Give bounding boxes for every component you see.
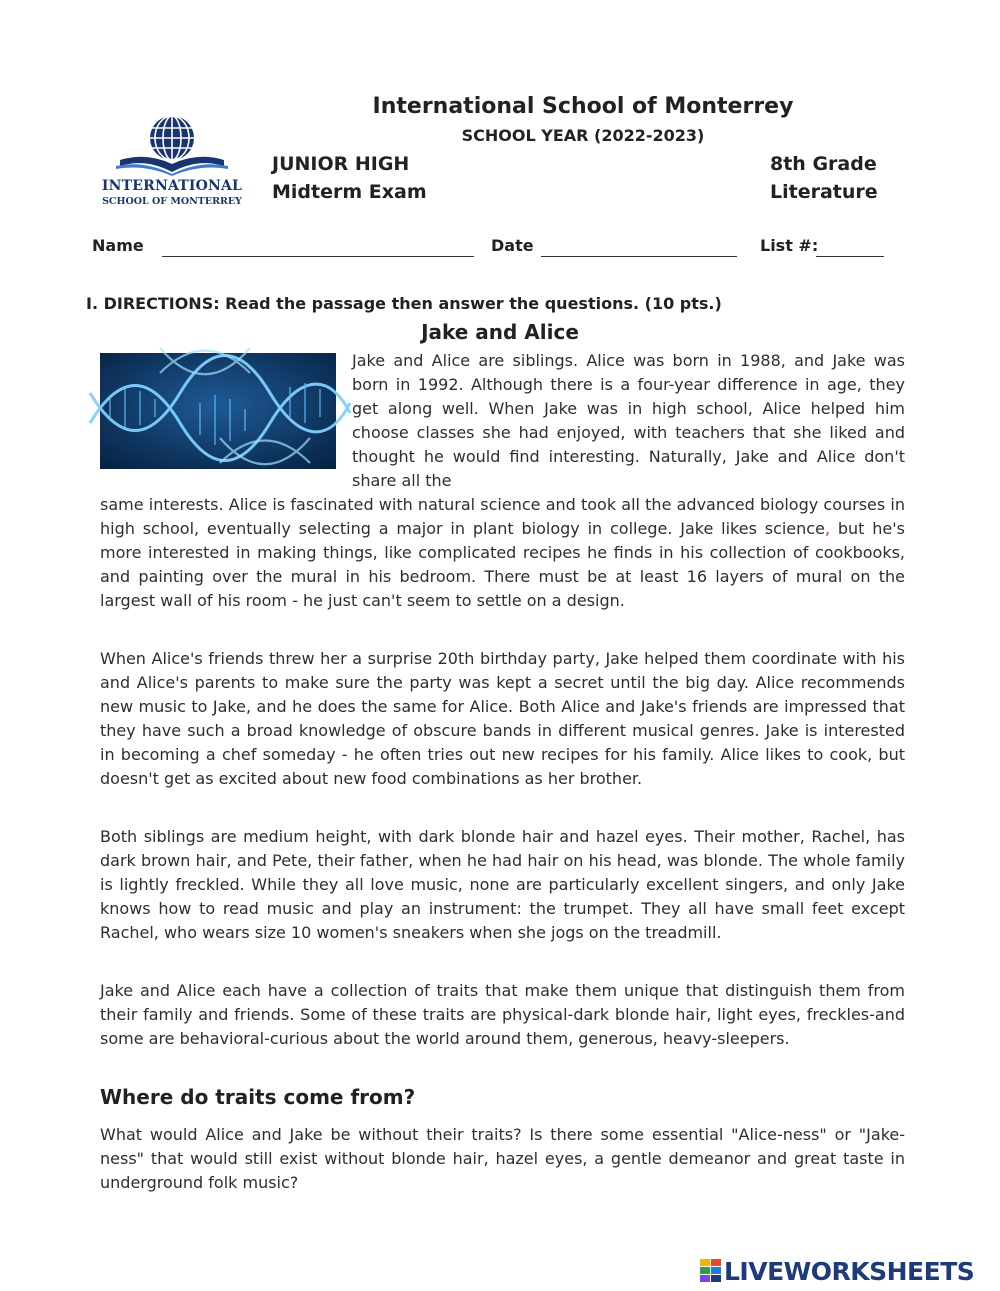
directions: I. DIRECTIONS: Read the passage then answer the questions. (10 pts.)	[86, 294, 722, 313]
exam-label: Midterm Exam	[272, 181, 427, 203]
paragraph-2: When Alice's friends threw her a surprise 20th birthday party, Jake helped them coordinate with his and Alice's parents to make sure the party was kept a secret until the big day. Alice recommends new music to Jake, and he does the same for Alice. Both Alice and Jake's friends are impressed that they have such a broad knowledge of obscure bands in different musical genres. Jake is interested in becoming a chef someday - he often tries out new recipes for his family. Alice likes to cook, but doesn't get as excited about new food combinations as her brother.	[100, 649, 905, 788]
list-number-label: List #:	[760, 236, 819, 255]
logo-name: INTERNATIONAL	[101, 178, 243, 194]
dna-helix-image	[100, 353, 336, 469]
paragraph-1-part-b: but he's more interested in making things, like complicated recipes he finds in his collection of cookbooks, and painting over the mural in his bedroom. There must be at least 16 layers of mural on the largest wall of his room - he just can't seem to settle on a design.	[100, 519, 905, 610]
liveworksheets-logo	[700, 1257, 995, 1285]
paragraph-1-continued	[100, 493, 905, 613]
list-number-input-line[interactable]	[816, 256, 884, 257]
paragraph-1-wrapped: Jake and Alice are siblings. Alice was born in 1988, and Jake was born in 1992. Although there is a four-year difference in age, they get along well. When Jake was in high school, Alice helped him choose classes she had enjoyed, with teachers that she liked and thought he would find interesting. Naturally, Jake and Alice don't share all the	[352, 351, 905, 490]
school-year: SCHOOL YEAR (2022-2023)	[461, 126, 705, 145]
highlighted-comma: ,	[824, 519, 831, 538]
date-label: Date	[491, 236, 534, 255]
paragraph-1-part-a: same interests. Alice is fascinated with natural science and took all the advanced biology courses in high school, eventually selecting a major in plant biology in college. Jake likes science	[100, 495, 905, 538]
globe-book-icon	[112, 114, 232, 176]
liveworksheets-logo-icon	[700, 1259, 722, 1285]
date-input-line[interactable]	[541, 256, 737, 257]
subject-label: Literature	[770, 181, 878, 203]
logo-subname: SCHOOL OF MONTERREY	[102, 196, 242, 207]
liveworksheets-brand: LIVEWORKSHEETS	[724, 1257, 975, 1286]
grade-label: 8th Grade	[770, 153, 877, 175]
name-input-line[interactable]	[162, 256, 474, 257]
paragraph-3: Both siblings are medium height, with dark blonde hair and hazel eyes. Their mother, Rachel, has dark brown hair, and Pete, their father, when he had hair on his head, was blonde. The whole family is lightly freckled. While they all love music, none are particularly excellent singers, and only Jake knows how to read music and play an instrument: the trumpet. They all have small feet except Rachel, who wears size 10 women's sneakers when she jogs on the treadmill.	[100, 827, 905, 942]
passage-title: Jake and Alice	[421, 320, 579, 344]
level-label: JUNIOR HIGH	[272, 153, 410, 175]
paragraph-4: Jake and Alice each have a collection of traits that make them unique that distinguish them from their family and friends. Some of these traits are physical-dark blonde hair, light eyes, freckles-and some are behavioral-curious about the world around them, generous, heavy-sleepers.	[100, 981, 905, 1048]
school-name: International School of Monterrey	[372, 94, 794, 119]
traits-subheading: Where do traits come from?	[100, 1085, 416, 1109]
name-label: Name	[92, 236, 144, 255]
paragraph-5: What would Alice and Jake be without their traits? Is there some essential "Alice-ness" or "Jake-ness" that would still exist without blonde hair, hazel eyes, a gentle demeanor and great taste in underground folk music?	[100, 1125, 905, 1192]
school-logo	[92, 114, 252, 214]
